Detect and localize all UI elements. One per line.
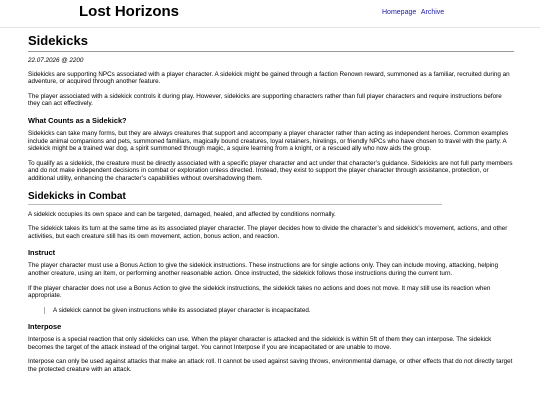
paragraph: A sidekick occupies its own space and can be targeted, damaged, healed, and affected by conditions normally. bbox=[28, 210, 336, 218]
paragraph: The sidekick takes its turn at the same time as its associated player character. The player decides how to divide the character’s and sidekick’s movement, actions, and other activities, but each creature still has its own movement, action, bonus action, and reaction. bbox=[28, 225, 508, 240]
site-nav bbox=[382, 9, 447, 16]
subsection-heading: Instruct bbox=[28, 248, 56, 258]
paragraph: To qualify as a sidekick, the creature must be directly associated with a specific player character and act under that character’s guidance. Sidekicks are not full party members and do not make independent decisions in combat or exploration unless directed. Instead, they exist to support the player character through assistance, protection, or additional utility, enhancing the character’s capabilities without overshadowing them. bbox=[28, 159, 513, 182]
article bbox=[28, 27, 514, 381]
site-title[interactable]: Lost Horizons bbox=[79, 3, 179, 20]
paragraph: The player associated with a sidekick controls it during play. However, sidekicks are supporting characters rather than full player characters and require instructions before they can act effectively. bbox=[28, 92, 502, 108]
section-heading: Sidekicks in Combat bbox=[28, 190, 126, 202]
title-divider bbox=[28, 51, 514, 52]
paragraph: If the player character does not use a Bonus Action to give the sidekick instructions, the sidekick takes no actions and does not move. It may still use its reaction when appropriate. bbox=[28, 284, 491, 300]
paragraph: Interpose is a special reaction that only sidekicks can use. When the player character is attacked and the sidekick is within 5ft of them they can interpose. The sidekick becomes the target of the attack instead of the original target. You cannot Interpose if you are incapacitated or are unable to move. bbox=[28, 336, 492, 351]
nav-link-archive[interactable]: Archive bbox=[420, 9, 445, 16]
paragraph: Sidekicks are supporting NPCs associated with a player character. A sidekick might be gained through a faction Renown reward, summoned as a familiar, recruited during an adventure, or acquired through another feature. bbox=[28, 70, 510, 86]
section-heading: What Counts as a Sidekick? bbox=[28, 115, 127, 125]
blockquote: A sidekick cannot be given instructions while its associated player character is incapacitated. bbox=[44, 307, 514, 315]
subsection-heading: Interpose bbox=[28, 322, 62, 332]
paragraph: Interpose can only be used against attacks that make an attack roll. It cannot be used against saving throws, environmental damage, or other effects that do not directly target the protected creature with an attack. bbox=[28, 358, 513, 374]
page-title: Sidekicks bbox=[28, 33, 88, 48]
paragraph: Sidekicks can take many forms, but they are always creatures that support and accompany a player character rather than acting as independent heroes. Common examples include animal companions and pets, summoned familiars, magically bound creatures, loyal retainers, hirelings, or friendly NPCs who have chosen to travel with the party. A sidekick might be a trained war dog, a spirit summoned through magic, a squire learning from a knight, or a rescued ally who now aids the group. bbox=[28, 129, 509, 153]
paragraph: The player character must use a Bonus Action to give the sidekick instructions. These instructions are for single actions only. They can include moving, attacking, helping another creature, using an Item, or performing another reasonable action. Once instructed, the sidekick follows those instructions during the current turn. bbox=[28, 262, 499, 277]
section-divider bbox=[28, 204, 442, 205]
site-header bbox=[0, 0, 540, 28]
post-date: 22.07.2026 @ 2200 bbox=[28, 57, 84, 64]
nav-link-homepage[interactable]: Homepage bbox=[382, 9, 417, 16]
